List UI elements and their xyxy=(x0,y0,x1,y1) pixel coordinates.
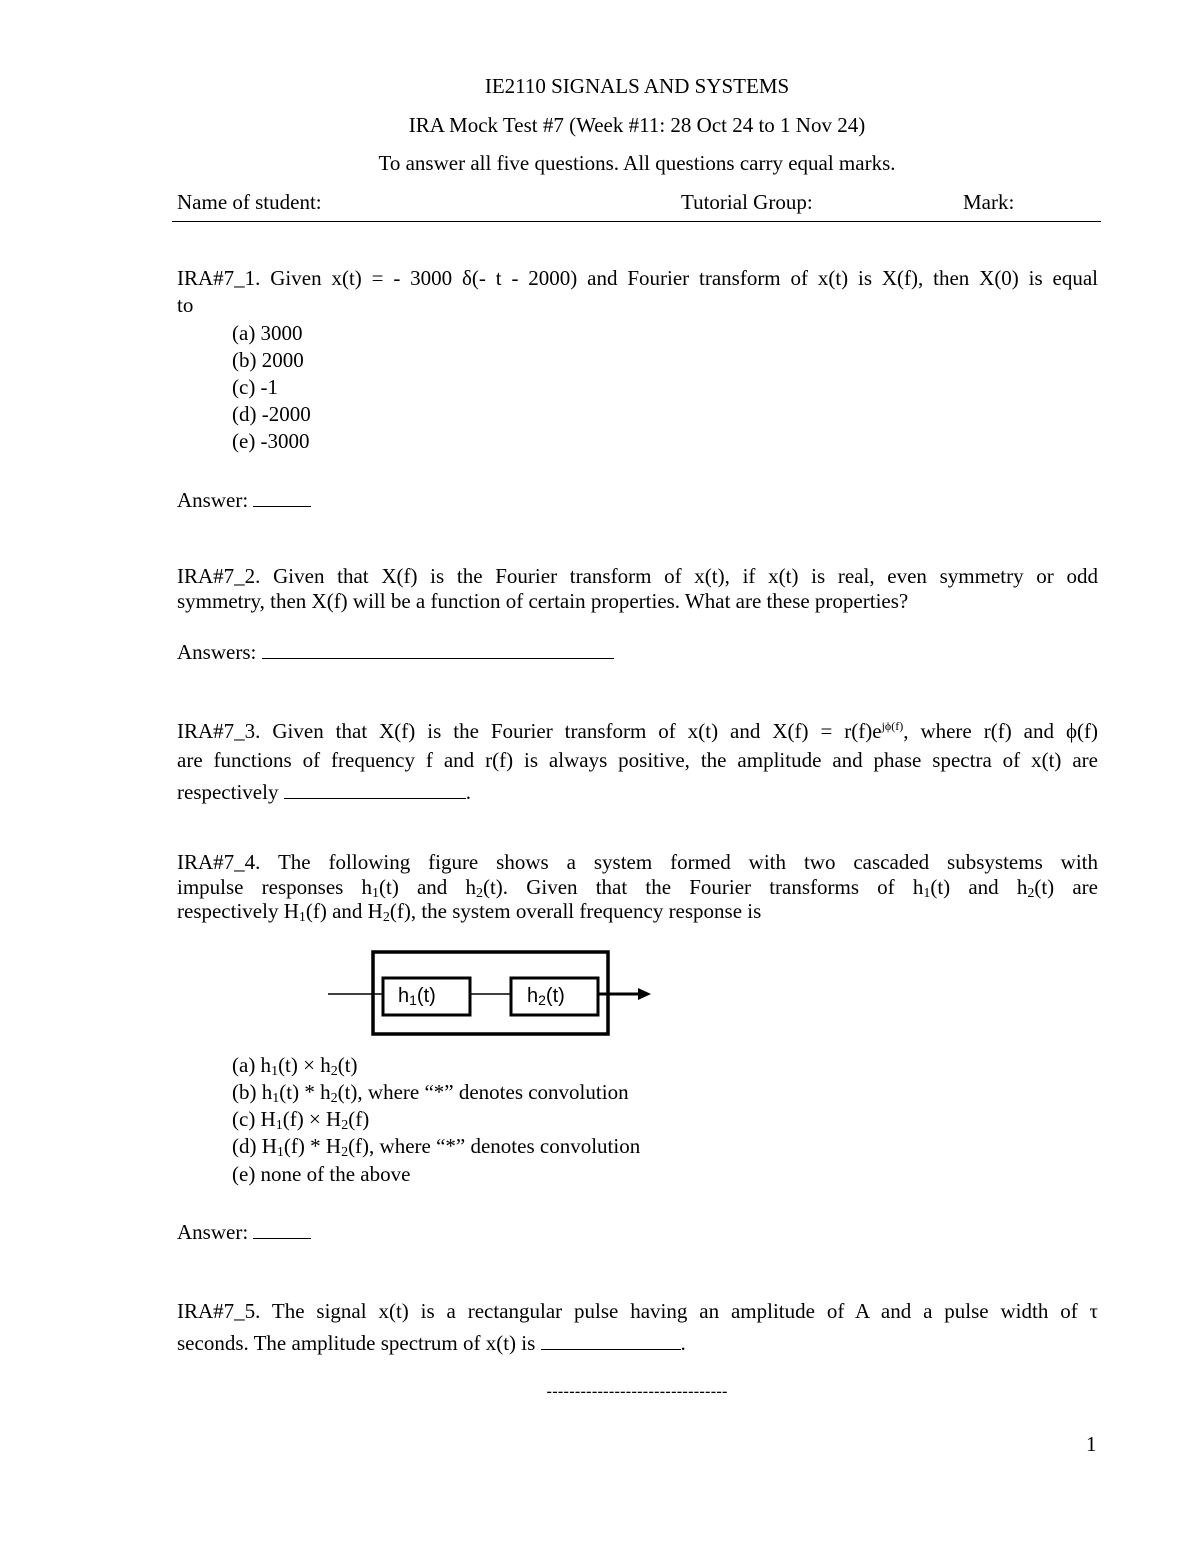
q3-answer-blank[interactable] xyxy=(284,778,466,799)
q1-answer-label: Answer: xyxy=(177,488,249,512)
group-label: Tutorial Group: xyxy=(681,190,813,214)
q3-text-a: IRA#7_3. Given that X(f) is the Fourier transform of x(t) and X(f) = r(f)e xyxy=(177,719,882,743)
q4-b-1: (b) h xyxy=(232,1080,273,1104)
h1-label-sub: 1 xyxy=(409,992,417,1008)
q3-text-end xyxy=(177,778,471,803)
q2-answer-label: Answers: xyxy=(177,640,257,664)
h2-label-t: (t) xyxy=(545,985,565,1007)
q4-c-1: (c) H xyxy=(232,1107,276,1131)
q2-answer xyxy=(177,638,614,663)
q4-d-3: (f), where “*” denotes convolution xyxy=(348,1134,641,1158)
q4-d-1: (d) H xyxy=(232,1134,277,1158)
q1-answer-blank[interactable] xyxy=(253,486,311,507)
q4-sub: 2 xyxy=(1027,886,1035,901)
q4-answer-blank[interactable] xyxy=(253,1218,311,1239)
q1-answer xyxy=(177,486,311,511)
q4-d-2: (f) * H xyxy=(283,1134,342,1158)
q4-sub: 2 xyxy=(475,886,483,901)
h2-label xyxy=(527,986,565,1006)
q4-b-3: (t), where “*” denotes convolution xyxy=(337,1080,629,1104)
q4-b-2: (t) * h xyxy=(279,1080,331,1104)
test-title: IRA Mock Test #7 (Week #11: 28 Oct 24 to 1 Nov 24) xyxy=(408,113,866,137)
q4-text-end xyxy=(177,899,762,925)
mark-label: Mark: xyxy=(963,190,1015,214)
q4-option-b xyxy=(232,1080,629,1106)
h2-label-sub: 2 xyxy=(538,992,546,1008)
name-label: Name of student: xyxy=(177,190,322,214)
q4-l3-b: (f) and H xyxy=(305,899,383,923)
h1-label-h: h xyxy=(398,985,410,1007)
q4-sub: 1 xyxy=(298,910,306,925)
h1-label xyxy=(398,986,436,1006)
q5-l2: seconds. The amplitude spectrum of x(t) is xyxy=(177,1331,536,1355)
page-number: 1 xyxy=(1086,1432,1097,1456)
q4-l2-e: (t) are xyxy=(1034,875,1098,899)
header-rule xyxy=(172,221,1101,222)
q4-l2-c: (t). Given that the Fourier transforms of h xyxy=(482,875,924,899)
course-title: IE2110 SIGNALS AND SYSTEMS xyxy=(484,74,790,98)
q4-a-sub2: 2 xyxy=(330,1064,338,1079)
output-arrow-icon xyxy=(638,988,651,1000)
q1-text-cont: to xyxy=(177,293,194,317)
q4-a-sub1: 1 xyxy=(271,1064,279,1079)
q4-c-3: (f) xyxy=(348,1107,370,1131)
q3-exponent: jϕ(f) xyxy=(881,719,904,733)
q1-option-b: (b) 2000 xyxy=(232,348,304,372)
q3-respectively: respectively xyxy=(177,780,279,804)
q1-text: IRA#7_1. Given x(t) = - 3000 δ(- t - 2000) and Fourier transform of x(t) is X(f), then X(0) is equal xyxy=(177,266,1098,290)
q4-option-a xyxy=(232,1053,358,1079)
q4-a-3: (t) xyxy=(337,1053,358,1077)
q4-l2-a: impulse responses h xyxy=(177,875,372,899)
q2-text-cont: symmetry, then X(f) will be a function of certain properties. What are these properties? xyxy=(177,589,909,613)
q4-answer-label: Answer: xyxy=(177,1220,249,1244)
q4-l2-b: (t) and h xyxy=(379,875,476,899)
cascade-diagram-svg xyxy=(320,946,660,1038)
end-marker: -------------------------------- xyxy=(546,1382,728,1401)
q4-l3-a: respectively H xyxy=(177,899,299,923)
q4-option-c xyxy=(232,1107,370,1133)
q4-sub: 1 xyxy=(923,886,931,901)
q5-answer-blank[interactable] xyxy=(541,1329,681,1350)
q1-option-e: (e) -3000 xyxy=(232,429,310,453)
q2-text: IRA#7_2. Given that X(f) is the Fourier transform of x(t), if x(t) is real, even symmetry or odd xyxy=(177,564,1098,588)
q4-sub: 2 xyxy=(382,910,390,925)
q4-option-d xyxy=(232,1134,641,1160)
q4-l2-d: (t) and h xyxy=(930,875,1028,899)
q5-text: IRA#7_5. The signal x(t) is a rectangular pulse having an amplitude of A and a pulse width of τ xyxy=(177,1299,1098,1323)
q3-text-b: , where r(f) and ϕ(f) xyxy=(903,719,1098,743)
q4-d-sub1: 1 xyxy=(276,1145,284,1160)
q4-b-sub2: 2 xyxy=(330,1091,338,1106)
q4-d-sub2: 2 xyxy=(341,1145,349,1160)
q4-text: IRA#7_4. The following figure shows a system formed with two cascaded subsystems with xyxy=(177,850,1098,874)
q1-option-c: (c) -1 xyxy=(232,375,279,399)
q2-answer-blank[interactable] xyxy=(262,638,614,659)
cascade-diagram xyxy=(320,946,660,1038)
q4-b-sub1: 1 xyxy=(272,1091,280,1106)
q4-c-2: (f) × H xyxy=(282,1107,342,1131)
q4-a-1: (a) h xyxy=(232,1053,272,1077)
h1-label-t: (t) xyxy=(416,985,436,1007)
q4-c-sub2: 2 xyxy=(341,1118,349,1133)
instructions: To answer all five questions. All questions carry equal marks. xyxy=(378,151,896,175)
q4-c-sub1: 1 xyxy=(275,1118,283,1133)
q1-option-a: (a) 3000 xyxy=(232,321,303,345)
q3-text xyxy=(177,721,1098,742)
q4-answer xyxy=(177,1218,311,1243)
q4-sub: 1 xyxy=(372,886,379,901)
q5-text-cont xyxy=(177,1329,686,1354)
q4-text-cont xyxy=(177,875,1098,901)
q5-period: . xyxy=(680,1331,686,1355)
q3-text-cont: are functions of frequency f and r(f) is always positive, the amplitude and phase spectra of x(t) are xyxy=(177,748,1098,772)
q4-l3-c: (f), the system overall frequency response is xyxy=(389,899,762,923)
q4-a-2: (t) × h xyxy=(278,1053,331,1077)
q4-option-e: (e) none of the above xyxy=(232,1162,411,1186)
q1-option-d: (d) -2000 xyxy=(232,402,311,426)
h2-label-h: h xyxy=(527,985,539,1007)
q3-period: . xyxy=(465,780,471,804)
